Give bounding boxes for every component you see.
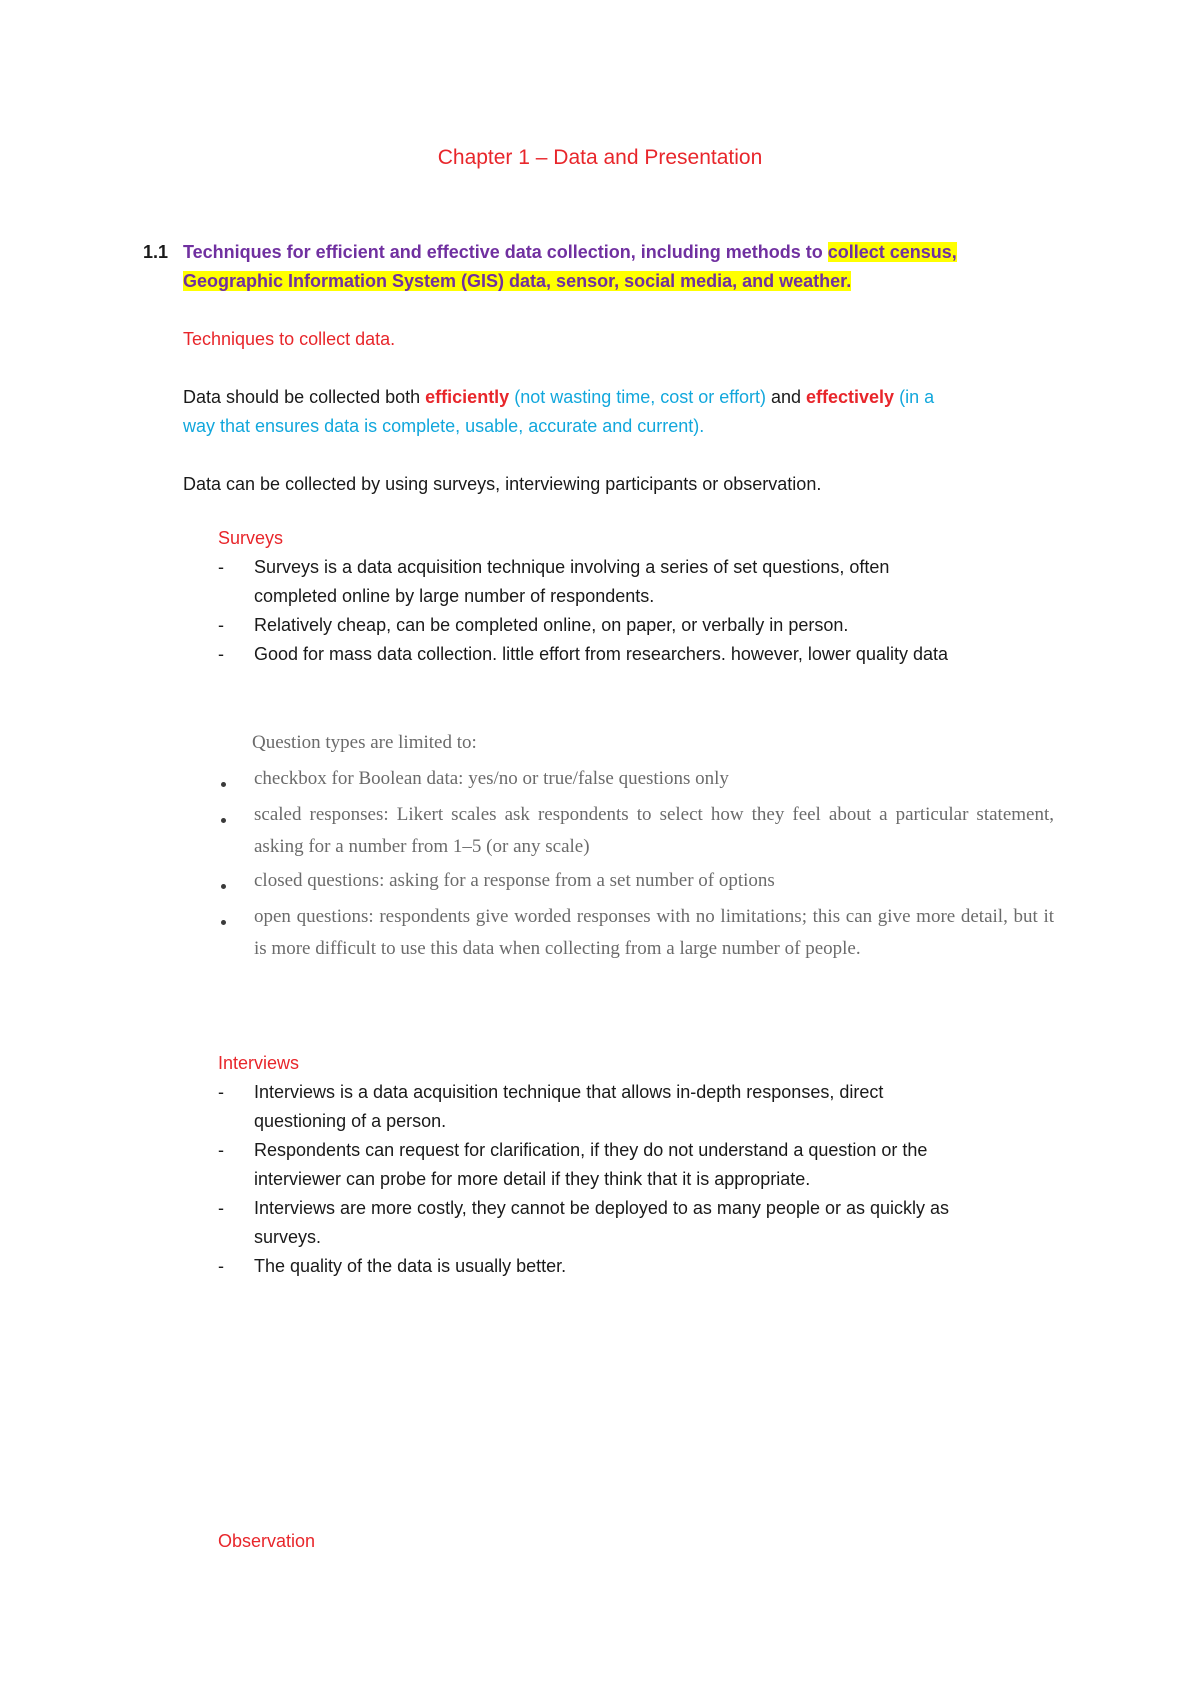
bullet-dash: - [218, 1198, 224, 1218]
bullet-dash: - [218, 557, 224, 577]
bullet-dot [221, 920, 226, 925]
interview-bullet-3: Interviews are more costly, they cannot be deployed to as many people or as quickly as [254, 1198, 950, 1218]
section-heading-line-1 [183, 238, 957, 267]
question-type-checkbox: checkbox for Boolean data: yes/no or true/false questions only [254, 768, 729, 789]
bullet-dash: - [218, 1256, 224, 1276]
survey-bullet-1-cont: completed online by large number of respondents. [254, 586, 655, 606]
interviews-heading: Interviews [218, 1053, 300, 1073]
efficiently-word: efficiently [425, 387, 510, 407]
section-heading-highlight-1: collect census, [827, 242, 957, 262]
question-type-scaled: scaled responses: Likert scales ask respondents to select how they feel about a particular statement, asking for a number from 1–5 (or any scale) [254, 804, 1054, 857]
techniques-heading: Techniques to collect data. [183, 329, 396, 349]
interview-bullet-2: Respondents can request for clarification, if they do not understand a question or the [254, 1140, 928, 1160]
survey-bullet-2: Relatively cheap, can be completed online, on paper, or verbally in person. [254, 615, 849, 635]
question-type-open: open questions: respondents give worded responses with no limitations; this can give more detail, but it is more difficult to use this data when collecting from a large number of people. [254, 906, 1054, 959]
section-heading-line-2 [183, 267, 851, 296]
bullet-dot [221, 782, 226, 787]
efficiency-text: Data should be collected both [183, 387, 426, 407]
question-types-intro: Question types are limited to: [252, 732, 477, 753]
effectively-word: effectively [806, 387, 895, 407]
bullet-dash: - [218, 1140, 224, 1160]
page-title: Chapter 1 – Data and Presentation [437, 146, 763, 169]
interview-bullet-1-cont: questioning of a person. [254, 1111, 447, 1131]
efficiency-line-1 [183, 383, 934, 412]
efficiency-and: and [765, 387, 807, 407]
bullet-dot [221, 818, 226, 823]
section-heading-text: Techniques for efficient and effective data collection, including methods to [183, 242, 828, 262]
interview-bullet-1: Interviews is a data acquisition technique that allows in-depth responses, direct [254, 1082, 884, 1102]
interview-bullet-4: The quality of the data is usually better. [254, 1256, 567, 1276]
surveys-heading: Surveys [218, 528, 284, 548]
survey-bullet-1: Surveys is a data acquisition technique involving a series of set questions, often [254, 557, 890, 577]
section-heading-highlight-2: Geographic Information System (GIS) data, sensor, social media, and weather. [183, 271, 852, 291]
bullet-dash: - [218, 1082, 224, 1102]
effectively-note-start: (in a [894, 387, 935, 407]
efficiency-line-2: way that ensures data is complete, usable, accurate and current). [183, 416, 705, 436]
methods-line: Data can be collected by using surveys, interviewing participants or observation. [183, 474, 822, 494]
bullet-dash: - [218, 644, 224, 664]
bullet-dash: - [218, 615, 224, 635]
question-type-closed: closed questions: asking for a response from a set number of options [254, 870, 775, 891]
interview-bullet-3-cont: surveys. [254, 1227, 322, 1247]
section-number: 1.1 [143, 242, 169, 262]
bullet-dot [221, 884, 226, 889]
observation-heading: Observation [218, 1531, 316, 1551]
efficiently-note: (not wasting time, cost or effort) [509, 387, 766, 407]
survey-bullet-3: Good for mass data collection. little effort from researchers. however, lower quality data [254, 644, 948, 664]
interview-bullet-2-cont: interviewer can probe for more detail if they think that it is appropriate. [254, 1169, 811, 1189]
